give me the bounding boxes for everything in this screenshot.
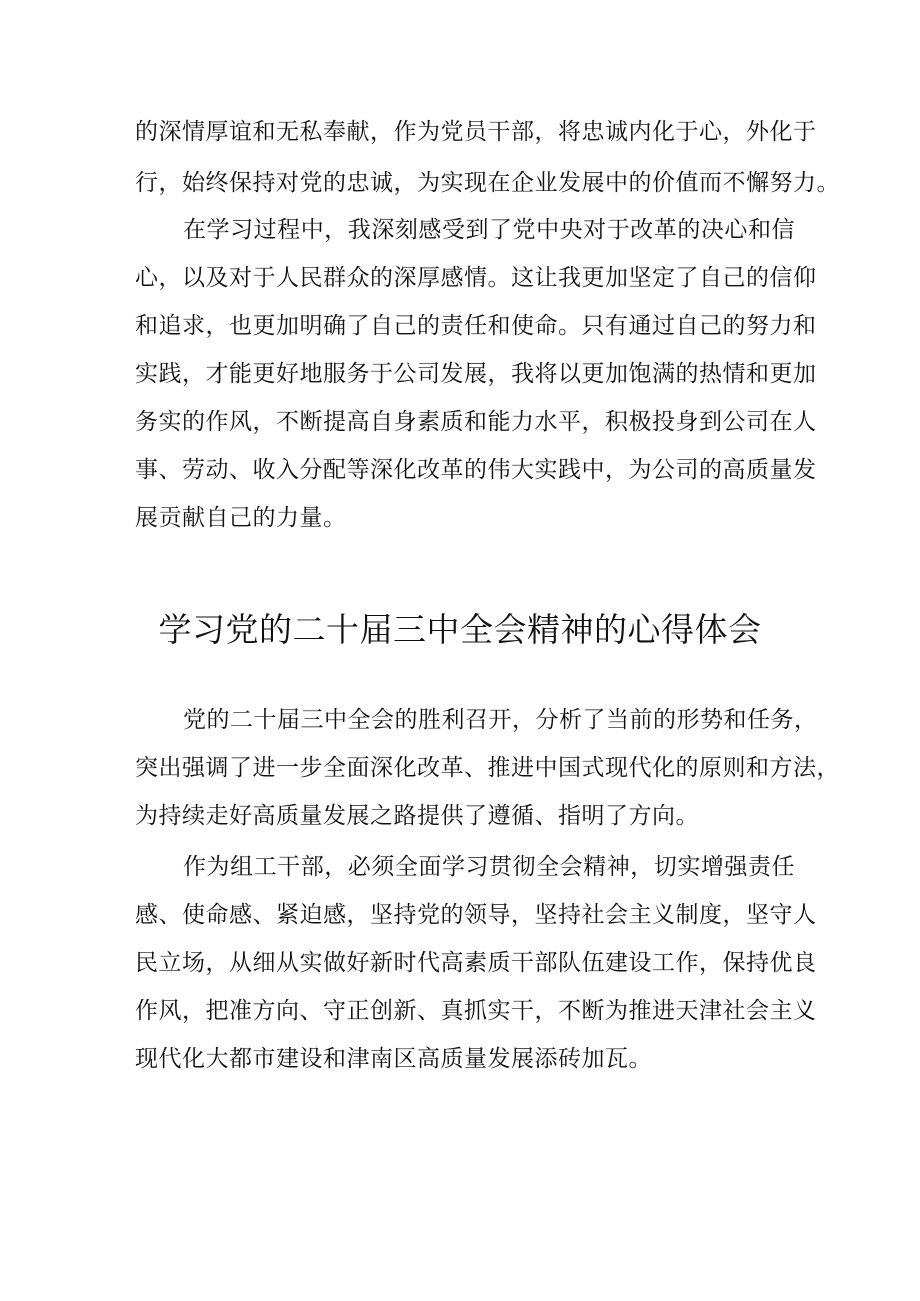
paragraph-line: 民立场，从细从实做好新时代高素质干部队伍建设工作，保持优良 bbox=[135, 950, 817, 976]
paragraph-line: 心，以及对于人民群众的深厚感情。这让我更加坚定了自己的信仰 bbox=[135, 265, 817, 291]
paragraph-line: 感、使命感、紧迫感，坚持党的领导，坚持社会主义制度，坚守人 bbox=[135, 902, 817, 928]
paragraph-line: 作为组工干部，必须全面学习贯彻全会精神，切实增强责任 bbox=[183, 854, 795, 880]
paragraph-line: 展贡献自己的力量。 bbox=[135, 505, 347, 531]
paragraph-line: 现代化大都市建设和津南区高质量发展添砖加瓦。 bbox=[135, 1046, 652, 1072]
paragraph-line: 的深情厚谊和无私奉献，作为党员干部，将忠诚内化于心，外化于 bbox=[135, 119, 817, 145]
paragraph-line: 事、劳动、收入分配等深化改革的伟大实践中，为公司的高质量发 bbox=[135, 457, 817, 483]
paragraph-line: 在学习过程中，我深刻感受到了党中央对于改革的决心和信 bbox=[183, 217, 795, 243]
paragraph-line: 作风，把准方向、守正创新、真抓实干，不断为推进天津社会主义 bbox=[135, 998, 817, 1024]
document-title: 学习党的二十届三中全会精神的心得体会 bbox=[158, 610, 762, 649]
paragraph-line: 为持续走好高质量发展之路提供了遵循、指明了方向。 bbox=[135, 803, 699, 829]
paragraph-line: 和追求，也更加明确了自己的责任和使命。只有通过自己的努力和 bbox=[135, 313, 817, 339]
paragraph-line: 行，始终保持对党的忠诚，为实现在企业发展中的价值而不懈努力。 bbox=[135, 170, 840, 196]
paragraph-line: 党的二十届三中全会的胜利召开，分析了当前的形势和任务， bbox=[183, 707, 818, 733]
paragraph-line: 实践，才能更好地服务于公司发展，我将以更加饱满的热情和更加 bbox=[135, 361, 817, 387]
paragraph-line: 务实的作风，不断提高自身素质和能力水平，积极投身到公司在人 bbox=[135, 409, 817, 435]
paragraph-line: 突出强调了进一步全面深化改革、推进中国式现代化的原则和方法， bbox=[135, 755, 840, 781]
